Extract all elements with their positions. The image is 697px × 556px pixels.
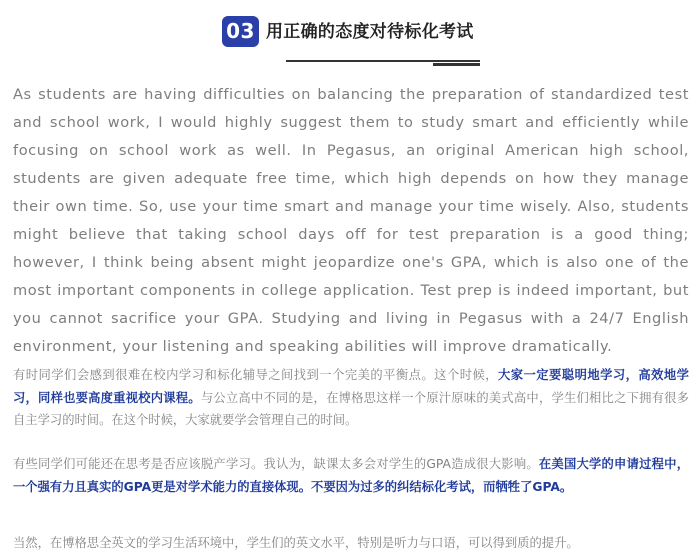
title-underline-accent (433, 63, 480, 66)
section-header (0, 16, 697, 50)
title-underline (286, 60, 480, 62)
highlighted-text: 大家一定要聪明地学习，高效地学习，同样也要高度重视校内课程。 (13, 368, 689, 405)
section-number-badge: 03 (222, 16, 259, 47)
highlighted-text: 在美国大学的申请过程中，一个强有力且真实的GPA更是对学术能力的直接体现。不要因为过多的纠结标化考试，而牺牲了GPA。 (13, 457, 689, 494)
chinese-paragraph-1 (13, 364, 689, 432)
paragraph-text: 有时同学们会感到很难在校内学习和标化辅导之间找到一个完美的平衡点。这个时候， (13, 368, 498, 382)
paragraph-text: 当然，在博格思全英文的学习生活环境中，学生们的英文水平，特别是听力与口语，可以得到质的提升。 (13, 536, 579, 550)
chinese-paragraph-2 (13, 453, 689, 498)
english-paragraph: As students are having difficulties on balancing the preparation of standardized test and school work, I would highly suggest them to study smart and efficiently while focusing on school work as well. In Pegasus, an original American high school, students are given adequate free time, which high depends on how they manage their own time. So, use your time smart and manage your time wisely. Also, students might believe that taking school days off for test preparation is a good thing; however, I think being absent might jeopardize one's GPA, which is also one of the most important components in college application. Test prep is indeed important, but you cannot sacrifice your GPA. Studying and living in Pegasus with a 24/7 English environment, your listening and speaking abilities will improve dramatically. (13, 86, 689, 355)
section-title: 用正确的态度对待标化考试 (266, 22, 474, 42)
paragraph-text: 与公立高中不同的是，在博格思这样一个原汁原味的美式高中，学生们相比之下拥有很多自主学习的时间。在这个时候，大家就要学会管理自己的时间。 (13, 390, 689, 427)
chinese-paragraph-3 (13, 532, 689, 555)
paragraph-text: 有些同学们可能还在思考是否应该脱产学习。我认为，缺课太多会对学生的GPA造成很大影响。 (13, 457, 539, 471)
